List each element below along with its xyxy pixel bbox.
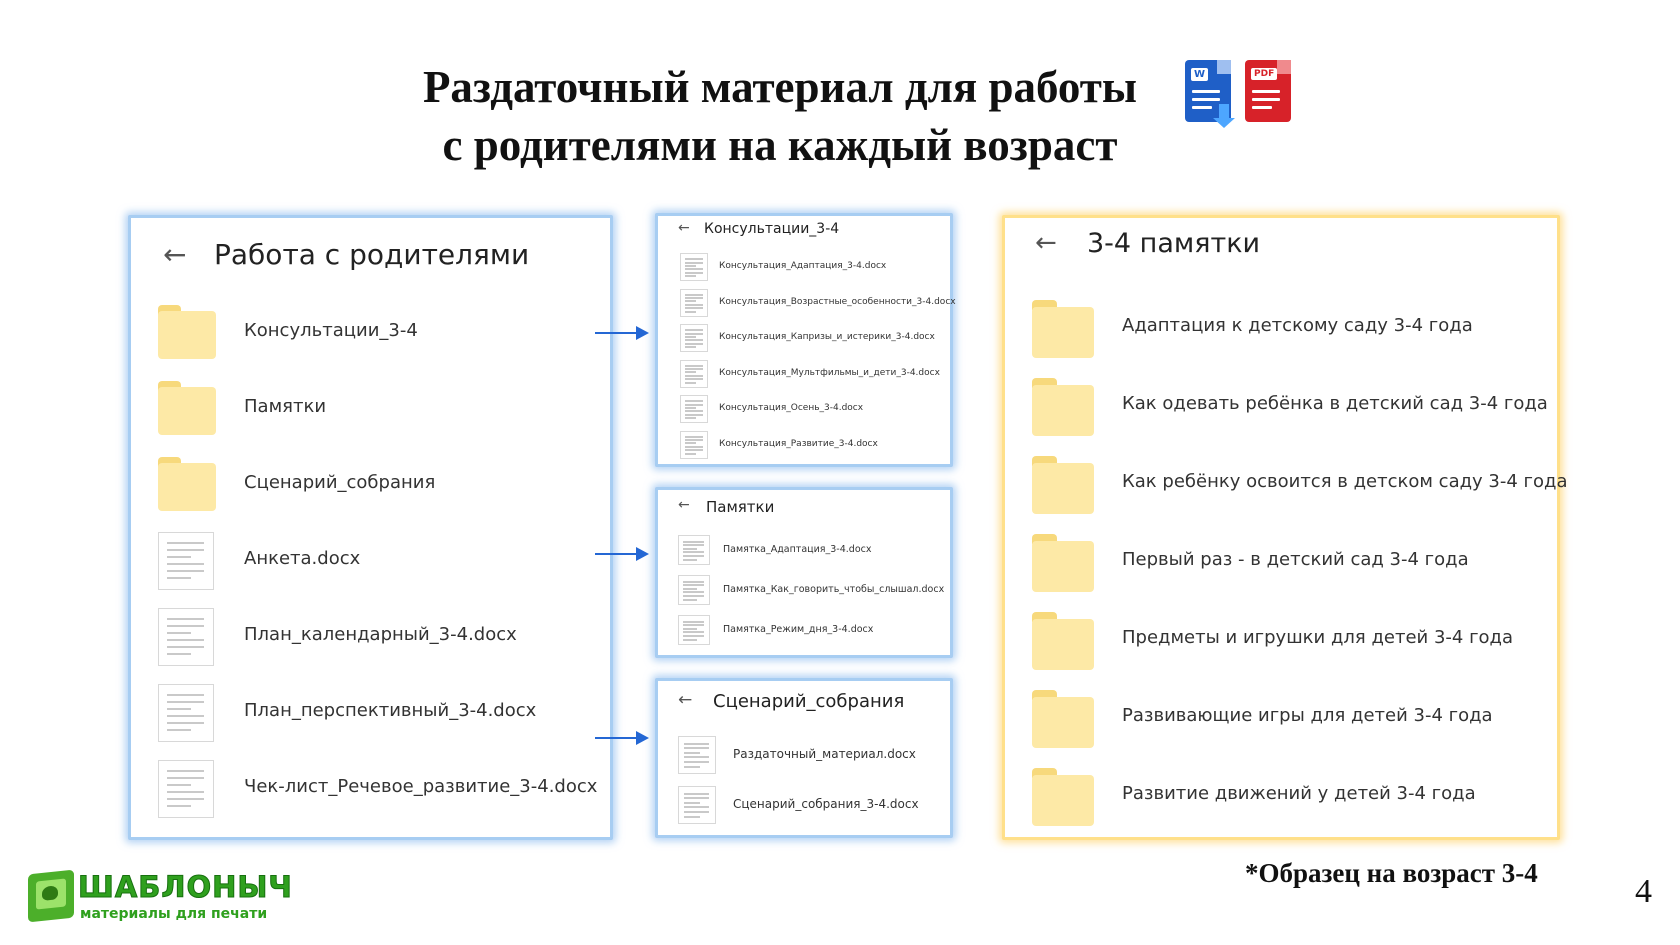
folder-icon <box>1032 456 1094 514</box>
document-format-icons <box>1185 60 1305 130</box>
folder-icon <box>1032 612 1094 670</box>
arrow-left-icon[interactable]: ← <box>678 497 690 513</box>
item-label: Консультация_Развитие_3-4.docx <box>719 438 878 449</box>
item-label: Первый раз - в детский сад 3-4 года <box>1122 549 1469 570</box>
page-title-line-2: с родителями на каждый возраст <box>442 120 1118 170</box>
folder-item[interactable] <box>1005 683 1557 753</box>
memos-folder-panel <box>655 487 953 658</box>
document-thumbnail-icon <box>158 760 214 818</box>
arrow-to-consultations <box>595 332 647 334</box>
folder-item[interactable] <box>131 298 610 368</box>
file-item[interactable] <box>131 678 610 748</box>
pdf-badge: PDF <box>1251 68 1277 80</box>
item-label: Сценарий_собрания_3-4.docx <box>733 797 919 811</box>
folder-icon <box>158 381 216 435</box>
folder-item[interactable] <box>1005 527 1557 597</box>
item-label: Раздаточный_материал.docx <box>733 747 916 761</box>
folder-item[interactable] <box>1005 761 1557 831</box>
scenario-folder-panel <box>655 678 953 838</box>
word-document-icon <box>1185 60 1231 122</box>
page-number: 4 <box>1635 873 1652 910</box>
file-item[interactable] <box>658 734 950 776</box>
arrow-left-icon[interactable]: ← <box>678 220 690 236</box>
item-label: Предметы и игрушки для детей 3-4 года <box>1122 627 1514 648</box>
logo-brand: ШАБЛОНЫЧ <box>78 870 293 904</box>
word-badge: W <box>1191 68 1208 81</box>
file-item[interactable] <box>658 613 950 647</box>
file-item[interactable] <box>658 784 950 826</box>
panel-title: Работа с родителями <box>214 238 530 271</box>
folder-icon <box>1032 378 1094 436</box>
document-thumbnail-icon <box>678 535 710 565</box>
file-item[interactable] <box>131 754 610 824</box>
panel-title: Памятки <box>706 498 775 516</box>
item-label: Адаптация к детскому саду 3-4 года <box>1122 315 1473 336</box>
item-label: Развивающие игры для детей 3-4 года <box>1122 705 1493 726</box>
item-label: Сценарий_собрания <box>244 472 436 493</box>
item-label: Консультации_3-4 <box>244 320 418 341</box>
folder-item[interactable] <box>1005 449 1568 519</box>
item-label: План_перспективный_3-4.docx <box>244 700 537 721</box>
item-label: Памятка_Адаптация_3-4.docx <box>723 544 872 555</box>
file-item[interactable] <box>658 429 950 461</box>
page-title <box>380 58 1180 174</box>
folder-icon <box>158 457 216 511</box>
arrow-left-icon[interactable]: ← <box>678 690 693 710</box>
document-thumbnail-icon <box>678 615 710 645</box>
document-thumbnail-icon <box>680 431 708 459</box>
file-item[interactable] <box>658 287 956 319</box>
document-thumbnail-icon <box>680 395 708 423</box>
item-label: Консультация_Капризы_и_истерики_3-4.docx <box>719 332 935 342</box>
file-item[interactable] <box>658 251 950 283</box>
folder-icon <box>158 305 216 359</box>
folder-item[interactable] <box>1005 605 1557 675</box>
item-label: Развитие движений у детей 3-4 года <box>1122 783 1476 804</box>
document-thumbnail-icon <box>158 608 214 666</box>
file-item[interactable] <box>658 533 950 567</box>
pdf-document-icon <box>1245 60 1291 122</box>
panel-title: Сценарий_собрания <box>713 691 905 712</box>
document-thumbnail-icon <box>158 684 214 742</box>
item-label: Чек-лист_Речевое_развитие_3-4.docx <box>244 776 598 797</box>
sample-note: *Образец на возраст 3-4 <box>1245 858 1538 888</box>
folder-item[interactable] <box>131 450 610 520</box>
document-thumbnail-icon <box>678 575 710 605</box>
file-item[interactable] <box>131 602 610 672</box>
item-label: Консультация_Мультфильмы_и_дети_3-4.docx <box>719 367 940 378</box>
item-label: Как одевать ребёнка в детский сад 3-4 года <box>1122 393 1548 414</box>
folder-icon <box>1032 690 1094 748</box>
arrow-to-scenario <box>595 737 647 739</box>
page-title-line-1: Раздаточный материал для работы <box>422 62 1138 112</box>
file-item[interactable] <box>658 358 950 390</box>
folder-item[interactable] <box>1005 293 1557 363</box>
item-label: Консультация_Возрастные_особенности_3-4.docx <box>719 296 956 307</box>
item-label: Памятки <box>244 396 327 417</box>
arrow-left-icon[interactable]: ← <box>1035 228 1057 258</box>
folder-item[interactable] <box>131 374 610 444</box>
document-thumbnail-icon <box>680 253 708 281</box>
item-label: Консультация_Осень_3-4.docx <box>719 403 864 413</box>
file-item[interactable] <box>658 573 950 607</box>
file-item[interactable] <box>658 322 950 354</box>
shablonych-logo <box>28 870 293 926</box>
consultations-folder-panel <box>655 213 956 467</box>
logo-tagline: материалы для печати <box>80 906 268 922</box>
panel-title: Консультации_3-4 <box>704 221 840 237</box>
document-thumbnail-icon <box>680 360 708 388</box>
document-thumbnail-icon <box>158 532 214 590</box>
panel-title: 3-4 памятки <box>1087 228 1261 259</box>
folder-item[interactable] <box>1005 371 1557 441</box>
item-label: Консультация_Адаптация_3-4.docx <box>719 261 887 271</box>
memos-3-4-folder-panel <box>1002 215 1568 840</box>
folder-icon <box>1032 768 1094 826</box>
arrow-to-memos <box>595 553 647 555</box>
file-item[interactable] <box>658 393 950 425</box>
folder-icon <box>1032 300 1094 358</box>
item-label: План_календарный_3-4.docx <box>244 624 517 645</box>
document-thumbnail-icon <box>678 786 716 824</box>
document-thumbnail-icon <box>680 324 708 352</box>
logo-mark-icon <box>28 870 74 923</box>
download-arrow-icon <box>1219 104 1229 120</box>
file-item[interactable] <box>131 526 610 596</box>
item-label: Как ребёнку освоится в детском саду 3-4 года <box>1122 471 1568 492</box>
document-thumbnail-icon <box>680 289 708 317</box>
item-label: Анкета.docx <box>244 548 361 569</box>
document-thumbnail-icon <box>678 736 716 774</box>
item-label: Памятка_Как_говорить_чтобы_слышал.docx <box>723 584 945 595</box>
item-label: Памятка_Режим_дня_3-4.docx <box>723 624 874 635</box>
parents-work-folder-panel <box>128 215 613 840</box>
arrow-left-icon[interactable]: ← <box>163 238 187 271</box>
folder-icon <box>1032 534 1094 592</box>
